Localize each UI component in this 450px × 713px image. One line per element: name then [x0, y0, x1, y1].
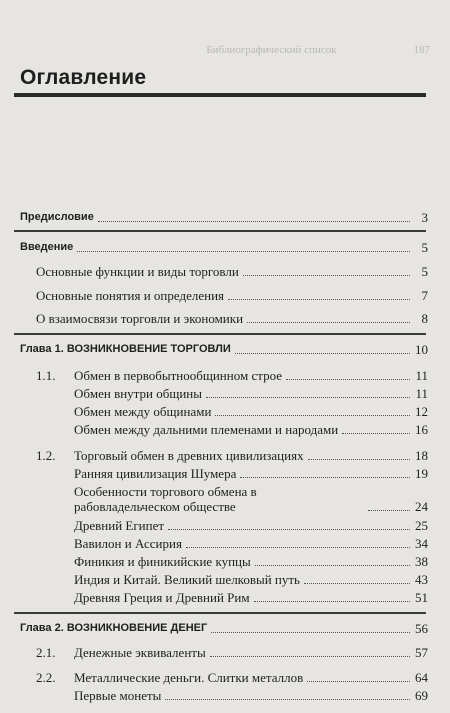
toc-entry-label: Обмен между общинами: [74, 404, 212, 419]
section-number: 1.2.: [36, 448, 56, 463]
toc-entry-page: 5: [421, 264, 428, 279]
toc-entry-page: 3: [421, 210, 428, 225]
toc-entry-label: Индия и Китай. Великий шелковый путь: [74, 572, 300, 587]
toc-entry-page: 11: [415, 368, 428, 383]
section-rule: [14, 230, 426, 232]
toc-entry[interactable]: [74, 422, 428, 437]
leader-dots: [368, 510, 410, 511]
toc-entry-page: 8: [421, 311, 428, 326]
toc-entry-page: 64: [415, 670, 428, 685]
toc-entry-page: 43: [415, 572, 428, 587]
toc-entry-page: 16: [415, 422, 428, 437]
toc-entry-page: 34: [415, 536, 428, 551]
toc-entry-page: 10: [415, 342, 428, 357]
toc-entry-label: Глава 2. ВОЗНИКНОВЕНИЕ ДЕНЕГ: [20, 622, 208, 634]
toc-entry-label: Вавилон и Ассирия: [74, 536, 182, 551]
leader-dots: [286, 379, 410, 380]
leader-dots: [215, 415, 410, 416]
toc-entry-label: Первые монеты: [74, 688, 162, 703]
toc-entry[interactable]: [36, 288, 428, 303]
running-head: Библиографический список: [206, 44, 337, 56]
toc-entry-page: 18: [415, 448, 428, 463]
toc-entry-label: Обмен в первобытнообщинном строе: [74, 368, 282, 383]
toc-entry[interactable]: [74, 404, 428, 419]
toc-entry-introduction[interactable]: [20, 240, 428, 255]
leader-dots: [98, 221, 410, 222]
leader-dots: [255, 565, 410, 566]
toc-entry-section[interactable]: [36, 368, 428, 383]
toc-entry-label: Ранняя цивилизация Шумера: [74, 466, 237, 481]
header-bleed: [20, 44, 430, 56]
toc-entry-label: Обмен внутри общины: [74, 386, 202, 401]
toc-entry-page: 25: [415, 518, 428, 533]
toc-entry-chapter-1[interactable]: [20, 342, 428, 357]
toc-entry-section[interactable]: [36, 645, 428, 660]
toc-entry-label: О взаимосвязи торговли и экономики: [36, 311, 244, 326]
leader-dots: [77, 251, 410, 252]
leader-dots: [247, 322, 410, 323]
section-rule: [14, 333, 426, 335]
section-rule: [14, 612, 426, 614]
leader-dots: [342, 433, 410, 434]
toc-entry-page: 38: [415, 554, 428, 569]
toc-entry-preface[interactable]: [20, 210, 428, 225]
leader-dots: [211, 632, 410, 633]
leader-dots: [186, 547, 410, 548]
toc-entry-page: 69: [415, 688, 428, 703]
toc-entry[interactable]: [74, 386, 428, 401]
toc-entry[interactable]: [74, 590, 428, 605]
running-page-number: 187: [413, 44, 430, 56]
toc-entry-label: Обмен между дальними племенами и народами: [74, 422, 339, 437]
toc-entry[interactable]: [74, 466, 428, 481]
leader-dots: [235, 353, 410, 354]
toc-entry-label: Финикия и финикийские купцы: [74, 554, 251, 569]
toc-entry-page: 12: [415, 404, 428, 419]
toc-entry-page: 56: [415, 621, 428, 636]
toc-entry-label: Введение: [20, 241, 74, 253]
leader-dots: [210, 656, 410, 657]
toc-entry-page: 24: [415, 499, 428, 514]
toc-entry-label: Металлические деньги. Слитки металлов: [74, 670, 304, 685]
section-number: 1.1.: [36, 368, 56, 383]
toc-entry[interactable]: [74, 554, 428, 569]
toc-entry[interactable]: [74, 518, 428, 533]
toc-entry[interactable]: [74, 688, 428, 703]
toc-entry[interactable]: [74, 536, 428, 551]
page-title: Оглавление: [20, 66, 147, 89]
toc-entry[interactable]: [36, 264, 428, 279]
toc-entry-page: 57: [415, 645, 428, 660]
toc-entry[interactable]: [74, 572, 428, 587]
leader-dots: [206, 397, 410, 398]
leader-dots: [228, 299, 410, 300]
section-number: 2.1.: [36, 645, 56, 660]
toc-entry-label: Особенности торгового обмена в рабовладельческом обществе: [74, 484, 257, 514]
toc-entry-page: 19: [415, 466, 428, 481]
leader-dots: [240, 477, 410, 478]
leader-dots: [308, 459, 410, 460]
toc-entry-page: 7: [421, 288, 428, 303]
toc-entry-label: Предисловие: [20, 211, 94, 223]
leader-dots: [243, 275, 410, 276]
leader-dots: [254, 601, 410, 602]
toc-entry-label: Древний Египет: [74, 518, 165, 533]
toc-entry-section[interactable]: [36, 670, 428, 685]
section-number: 2.2.: [36, 670, 56, 685]
leader-dots: [165, 699, 410, 700]
toc-entry-label: Основные функции и виды торговли: [36, 264, 239, 279]
toc-entry-label: Денежные эквиваленты: [74, 645, 206, 660]
leader-dots: [304, 583, 410, 584]
leader-dots: [307, 681, 410, 682]
title-rule: [14, 93, 426, 97]
toc-entry-page: 11: [415, 386, 428, 401]
toc-entry-label: Глава 1. ВОЗНИКНОВЕНИЕ ТОРГОВЛИ: [20, 343, 231, 355]
toc-entry-page: 51: [415, 590, 428, 605]
toc-entry-label: Основные понятия и определения: [36, 288, 225, 303]
toc-entry[interactable]: [74, 484, 428, 514]
toc-entry-chapter-2[interactable]: [20, 621, 428, 636]
toc-entry[interactable]: [36, 311, 428, 326]
toc-entry-label: Торговый обмен в древних цивилизациях: [74, 448, 304, 463]
toc-entry-page: 5: [421, 240, 428, 255]
leader-dots: [168, 529, 410, 530]
toc-entry-section[interactable]: [36, 448, 428, 463]
toc-entry-label: Древняя Греция и Древний Рим: [74, 590, 250, 605]
